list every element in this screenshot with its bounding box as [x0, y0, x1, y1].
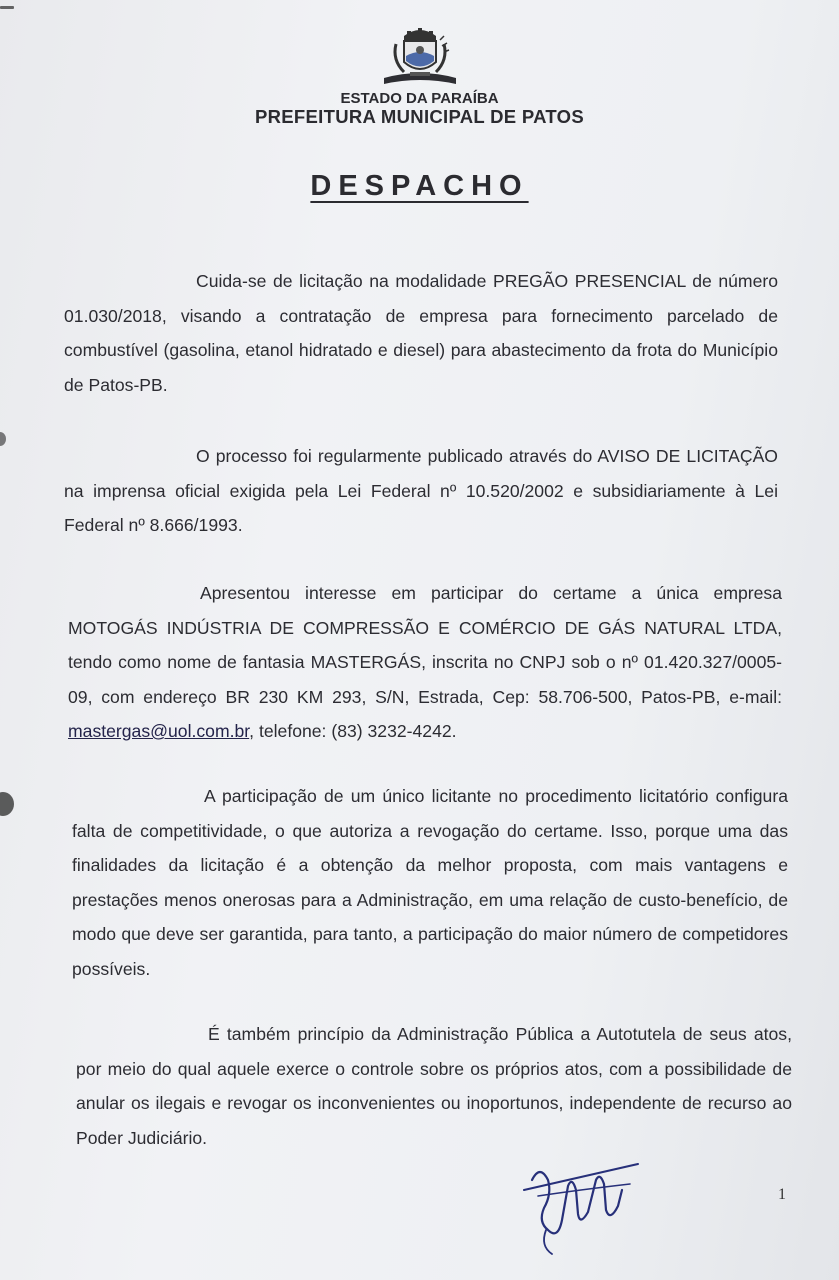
paragraph-1	[64, 264, 778, 402]
paragraph-3-text: Apresentou interesse em participar do certame a única empresa MOTOGÁS INDÚSTRIA DE COMPRESSÃO E COMÉRCIO DE GÁS NATURAL LTDA, tendo como nome de fantasia MASTERGÁS, inscrita no CNPJ sob o nº 01.420.327/0005-09, com endereço BR 230 KM 293, S/N, Estrada, Cep: 58.706-500, Patos-PB, e-mail:	[68, 583, 782, 707]
coat-of-arms-icon	[374, 26, 466, 88]
email-link[interactable]: mastergas@uol.com.br	[68, 721, 250, 741]
paragraph-3-phone: , telefone: (83) 3232-4242.	[249, 721, 457, 741]
paragraph-5-text: É também princípio da Administração Pública a Autotutela de seus atos, por meio do qual aquele exerce o controle sobre os próprios atos, com a possibilidade de anular os ilegais e revogar os inconvenientes ou inoportunos, independente de recurso ao Poder Judiciário.	[76, 1024, 792, 1148]
paragraph-4-text: A participação de um único licitante no procedimento licitatório configura falta de competitividade, o que autoriza a revogação do certame. Isso, porque uma das finalidades da licitação é a obtenção da melhor proposta, com mais vantagens e prestações menos onerosas para a Administração, em uma relação de custo-benefício, de modo que deve ser garantida, para tanto, a participação do maior número de competidores possíveis.	[72, 786, 788, 979]
municipality-name: PREFEITURA MUNICIPAL DE PATOS	[254, 106, 585, 127]
paragraph-1-text: Cuida-se de licitação na modalidade PREGÃO PRESENCIAL de número 01.030/2018, visando a contratação de empresa para fornecimento parcelado de combustível (gasolina, etanol hidratado e diesel) para abastecimento da frota do Município de Patos-PB.	[64, 271, 778, 395]
edge-mark	[0, 6, 14, 9]
paragraph-5	[76, 1017, 792, 1155]
paragraph-4	[72, 779, 788, 986]
state-name: ESTADO DA PARAÍBA	[340, 90, 499, 107]
page-number: 1	[778, 1186, 786, 1203]
signature-mark	[518, 1150, 648, 1260]
paragraph-3	[68, 576, 782, 749]
document-title-wrap	[0, 170, 839, 203]
binder-hole-mark	[0, 432, 6, 446]
paragraph-2	[64, 439, 778, 543]
paragraph-2-text: O processo foi regularmente publicado através do AVISO DE LICITAÇÃO na imprensa oficial exigida pela Lei Federal nº 10.520/2002 e subsidiariamente à Lei Federal nº 8.666/1993.	[64, 446, 778, 535]
binder-hole-mark	[0, 792, 14, 816]
document-title: DESPACHO	[310, 170, 529, 202]
